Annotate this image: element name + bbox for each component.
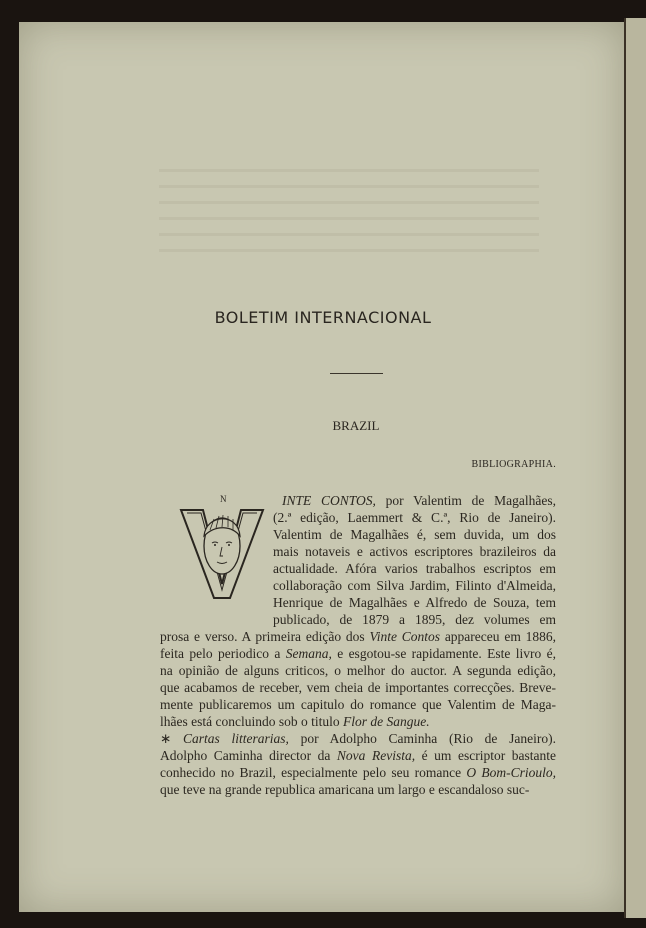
next-page-edge	[624, 18, 646, 918]
italic-run: Cartas litterarias,	[183, 731, 289, 746]
italic-run: Vinte Contos	[369, 629, 441, 644]
text-run: ∗	[160, 731, 184, 746]
text-run: mais notaveis e activos escriptores brazileiros da	[273, 544, 556, 559]
text-run: Henrique de Magalhães e Alfredo de Souza, tem	[273, 595, 556, 610]
text-line	[273, 594, 556, 611]
text-run: (2.ª edição, Laemmert & C.ª, Rio de Janeiro).	[273, 510, 556, 525]
text-line	[160, 764, 556, 781]
text-line	[282, 492, 556, 509]
initial-letter: N	[220, 494, 227, 504]
country-heading: BRAZIL	[332, 418, 380, 433]
text-line	[160, 645, 556, 662]
text-run: lhães está concluindo sob o titulo	[160, 714, 343, 729]
italic-run: O Bom-Crioulo,	[466, 765, 556, 780]
text-line	[273, 577, 556, 594]
text-line	[160, 662, 556, 679]
text-run: e esgotou-se rapidamente. Este livro é,	[331, 646, 556, 661]
bleed-through	[159, 162, 539, 252]
text-run: é um escriptor bastante	[415, 748, 556, 763]
text-run: prosa e verso. A primeira edição dos	[160, 629, 370, 644]
text-run: mente publicaremos um capitulo do romance que Valentim de Maga-	[160, 697, 556, 712]
initial-v-ornament	[178, 492, 266, 600]
text-run: actualidade. Afóra varios trabalhos escriptos em	[273, 561, 556, 576]
text-line	[273, 560, 556, 577]
text-line	[160, 713, 430, 730]
italic-run: INTE CONTOS,	[282, 493, 376, 508]
text-run: que acabamos de receber, vem cheia de importantes correcções. Breve-	[160, 680, 556, 695]
italic-run: Nova Revista,	[336, 748, 416, 763]
text-line	[160, 679, 556, 696]
text-run: por Adolpho Caminha (Rio de Janeiro).	[288, 731, 556, 746]
text-run: publicado, de 1879 a 1895, dez volumes em	[273, 612, 556, 627]
title-rule	[330, 373, 383, 374]
text-run: na opinião de alguns criticos, o melhor do auctor. A segunda edição,	[160, 663, 556, 678]
text-run: feita pelo periodico a	[160, 646, 286, 661]
text-line	[273, 526, 556, 543]
text-line	[160, 696, 556, 713]
italic-run: Flor de Sangue.	[342, 714, 430, 729]
text-run: conhecido no Brazil, especialmente pelo seu romance	[160, 765, 467, 780]
text-line	[273, 611, 556, 628]
italic-run: Semana,	[285, 646, 332, 661]
page-title: BOLETIM INTERNACIONAL	[214, 308, 432, 327]
text-line	[273, 509, 556, 526]
text-run: Valentim de Magalhães é, sem duvida, um dos	[273, 527, 556, 542]
text-run: que teve na grande republica amaricana um largo e escandaloso suc-	[160, 782, 530, 797]
text-run: appareceu em 1886,	[440, 629, 557, 644]
text-line	[160, 747, 556, 764]
text-run: collaboração com Silva Jardim, Filinto d'Almeida,	[273, 578, 556, 593]
text-line	[160, 628, 556, 645]
text-run: por Valentim de Magalhães,	[375, 493, 556, 508]
section-heading: BIBLIOGRAPHIA.	[471, 459, 556, 470]
text-line	[160, 781, 529, 798]
text-line	[160, 730, 556, 747]
text-line	[273, 543, 556, 560]
text-run: Adolpho Caminha director da	[160, 748, 337, 763]
